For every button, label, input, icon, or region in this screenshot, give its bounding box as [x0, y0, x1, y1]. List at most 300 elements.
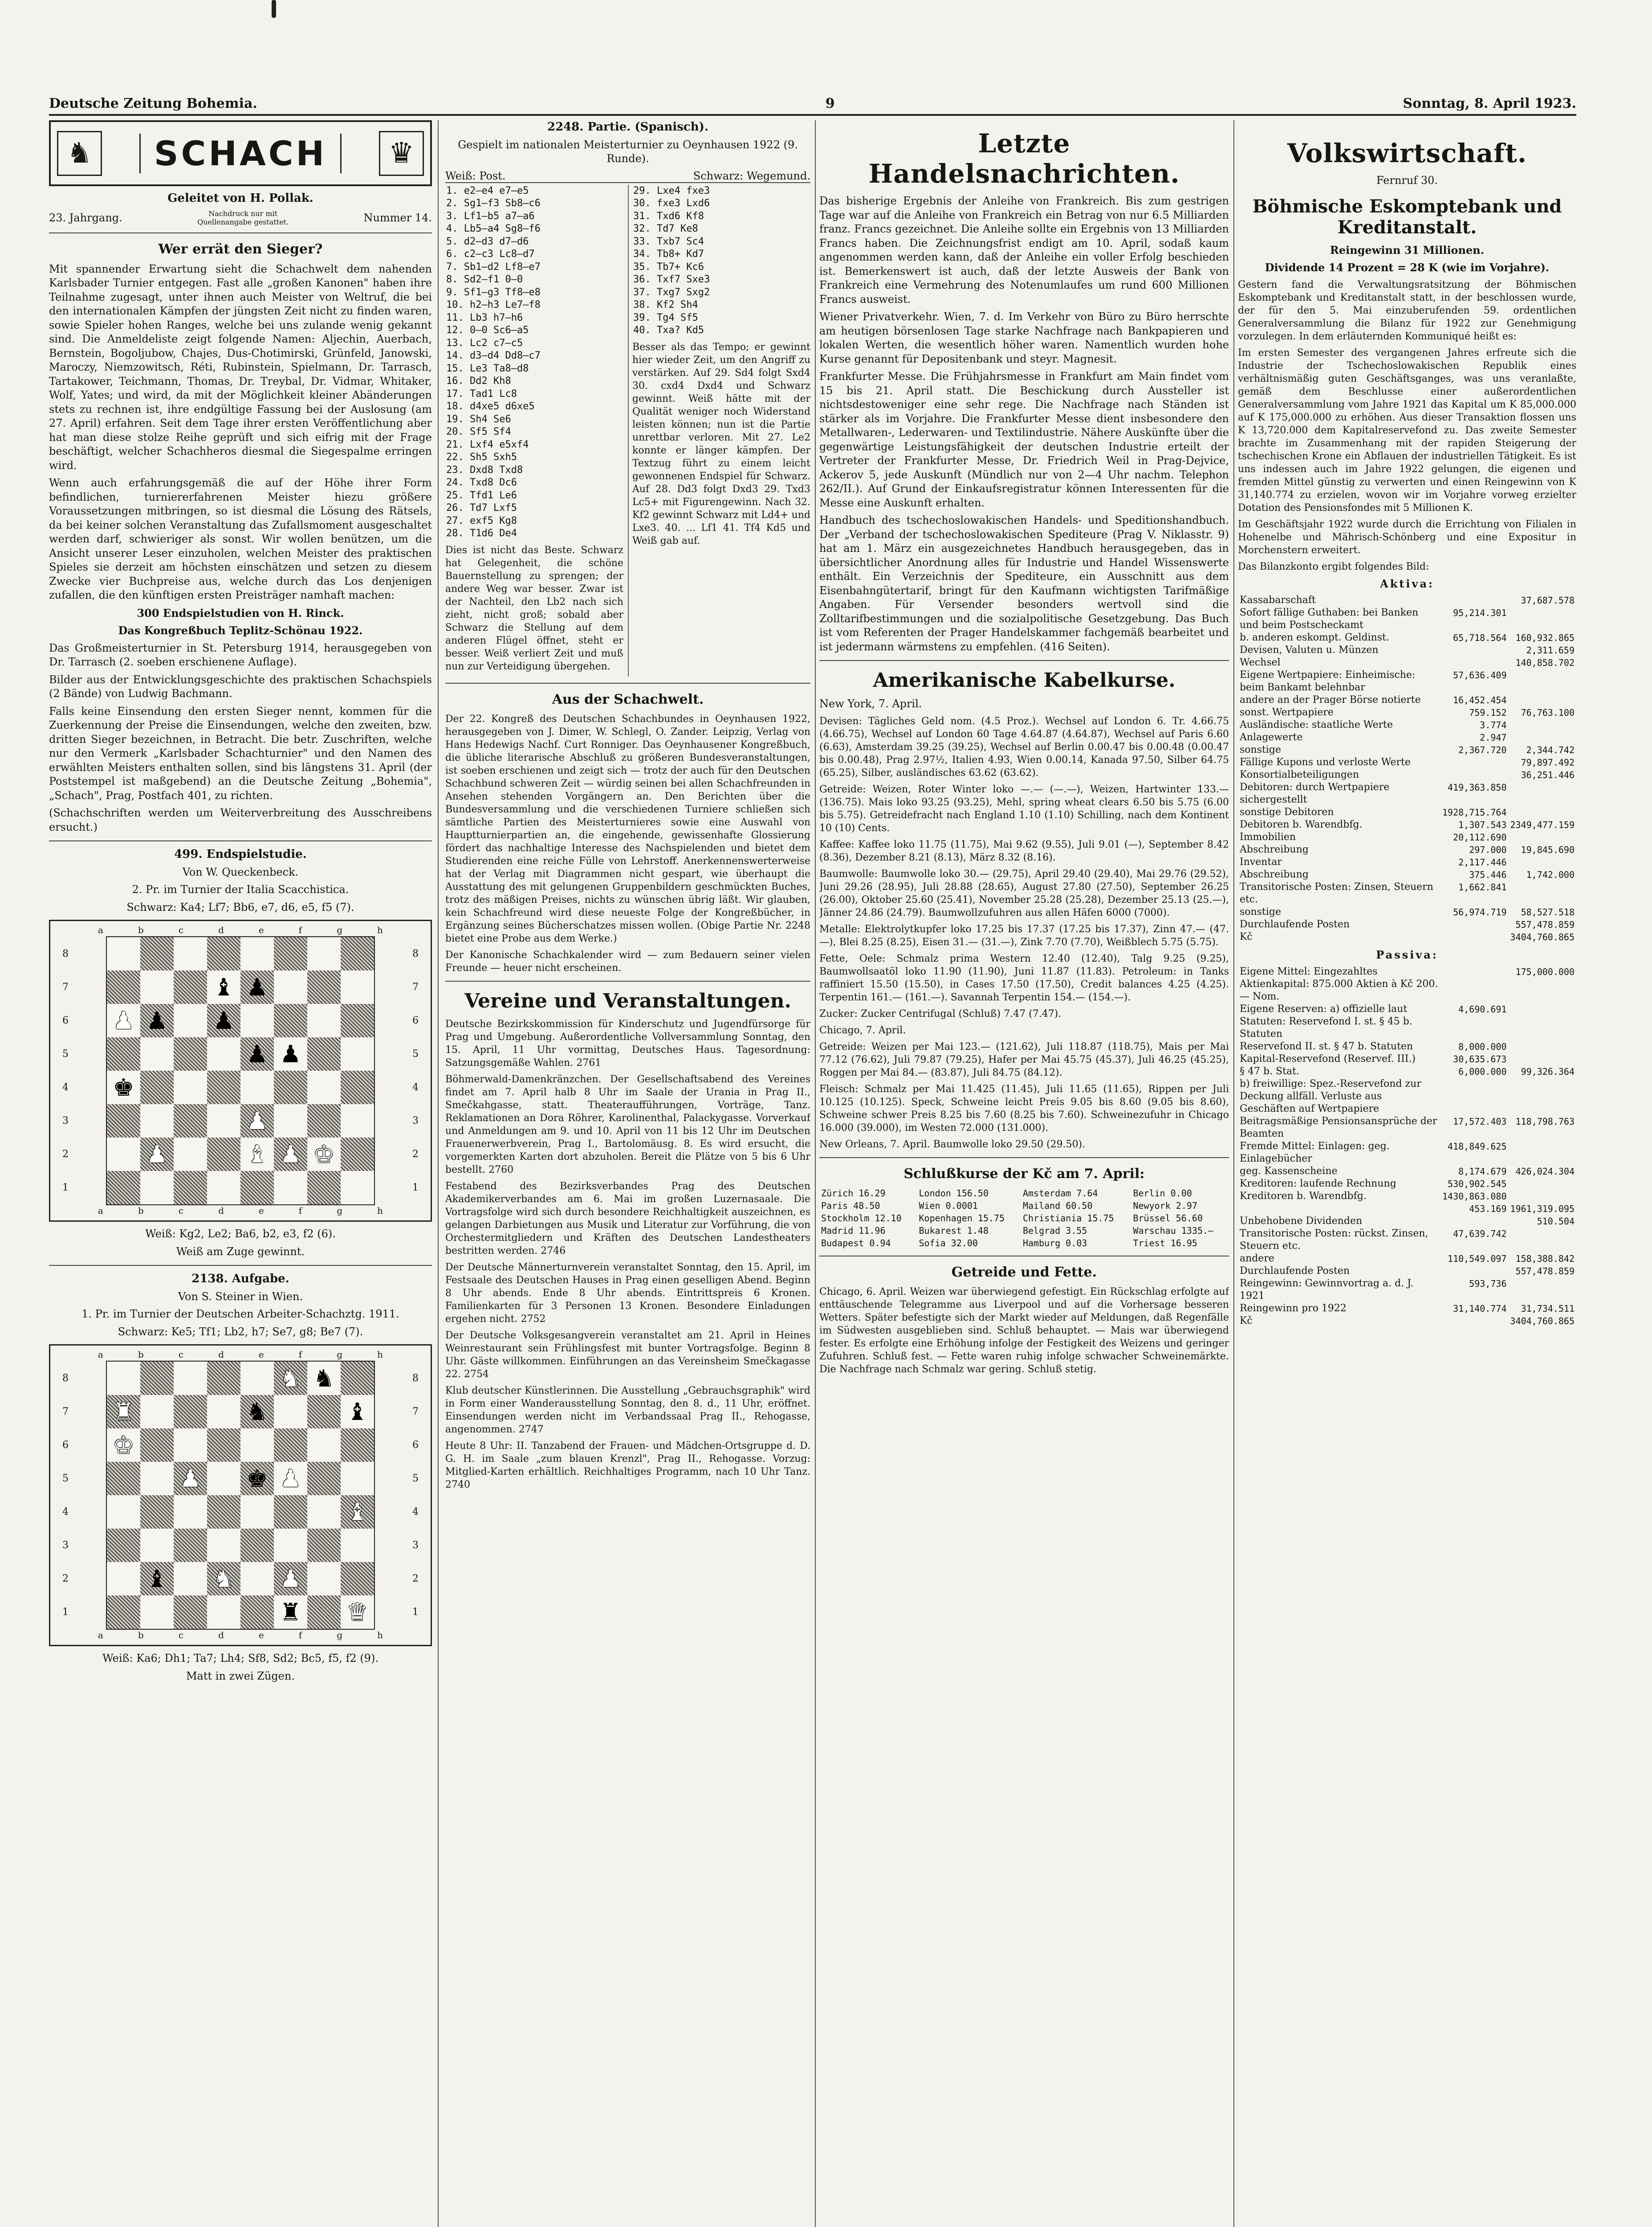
move-text: 28. T1d6 De4: [446, 528, 517, 539]
balance-label: b) freiwillige: Spez.-Reservefond zur Deckung allfäll. Verluste aus Geschäften auf Wertpapiere: [1240, 1078, 1421, 1114]
section-title: Letzte Handelsnachrichten.: [868, 128, 1180, 189]
balance-total: 58,527.518: [1521, 907, 1575, 918]
balance-label: [1238, 1203, 1440, 1215]
issue-number: Nummer 14.: [363, 211, 432, 224]
white-queen-icon: ♛: [346, 1598, 368, 1626]
board-square: [240, 1362, 274, 1395]
paragraph: Heute 8 Uhr: II. Tanzabend der Frauen- und Mädchen-Ortsgruppe d. D. G. H. im Saale „zum blauen Krenzl", Prag II., Rehogasse. Vorzug: Mitglied-Karten erhältlich. Reichhaltiges Programm, nach 10 Uhr Tanz. 2740: [445, 1440, 810, 1490]
board-square: [341, 1529, 374, 1562]
move-row: [445, 350, 623, 363]
black-rook-icon: ♜: [280, 1598, 301, 1626]
paragraph: Wenn auch erfahrungsgemäß die auf der Höhe ihrer Form befindlichen, turniererfahrenen Meister hiezu größere Voraussetzungen mitbringen, so ist diesmal die Lösung des Rätsels, da bei keiner solchen Veranstaltung das Zufallsmoment ausgeschaltet werden darf, schwieriger als sonst. Wir wollen benützen, um die Ansicht unserer Leser einzuholen, welchen Meister des praktischen Spieles sie derzeit am höchsten einschätzen und setzen zu diesem Zwecke vier Buchpreise aus, welche durch das Los denjenigen zufallen, die den künftigen ersten Preisträger namhaft machen:: [49, 477, 432, 601]
board-square: [240, 1462, 274, 1495]
board-square: [307, 1004, 341, 1037]
board-square: [207, 1037, 240, 1071]
rate-cell: Wien 0.0001: [919, 1200, 978, 1211]
board-square: [140, 1138, 174, 1171]
economy-column: [1238, 120, 1576, 2227]
board-square: [107, 1362, 140, 1395]
white-pawn-icon: ♟: [179, 1464, 201, 1493]
rank-label: 8: [62, 1373, 69, 1384]
file-label: c: [178, 1630, 184, 1640]
board-square: [174, 1071, 207, 1104]
balance-row: [1238, 756, 1576, 769]
move-text: 20. Sf5 Sf4: [446, 426, 511, 437]
board-square: [107, 1529, 140, 1562]
balance-total: 2349,477.159: [1510, 820, 1575, 830]
moves-right: [628, 185, 810, 677]
prize: Bilder aus der Entwicklungsgeschichte des praktischen Schachspiels (2 Bände) von Ludwig Bachmann.: [49, 673, 432, 700]
file-label: b: [138, 925, 144, 935]
move-row: [445, 286, 623, 299]
prize: Das Großmeisterturnier in St. Petersburg 1914, herausgegeben von Dr. Tarrasch (2. soeben erschienene Auflage).: [49, 641, 432, 668]
rank-label: 8: [412, 1373, 419, 1384]
balance-label: Fremde Mittel: Einlagen: geg. Einlagebücher: [1240, 1140, 1390, 1164]
board-square: [140, 937, 174, 971]
balance-value: 418,849.625: [1448, 1141, 1507, 1152]
white-knight-icon: ♞: [213, 1564, 235, 1593]
board-square: [207, 1395, 240, 1428]
balance-row: [1238, 657, 1576, 669]
game-notes: Dies ist nicht das Beste. Schwarz hat Gelegenheit, die schöne Bauernstellung zu sprengen; der andere Weg war besser. Zwar ist der Nachteil, den Lb2 nach sich zieht, nicht groß; sobald aber Schwarz die Stellung auf dem anderen Flügel öffnet, steht er besser. Weiß verliert Zeit und muß nun zur Verteidigung übergehen.: [445, 544, 623, 672]
board-square: [307, 1171, 341, 1204]
masthead: Deutsche Zeitung Bohemia.: [49, 96, 257, 111]
game-subtitle: Gespielt im nationalen Meisterturnier zu Oeynhausen 1922 (9. Runde).: [458, 138, 798, 165]
balance-value: 2.947: [1480, 732, 1507, 743]
rate-cell: London 156.50: [919, 1187, 989, 1199]
section-title: Volkswirtschaft.: [1287, 138, 1527, 168]
board-square: [207, 1104, 240, 1138]
move-text: 14. d3—d4 Dd8—c7: [446, 350, 541, 361]
board-square: [274, 1104, 307, 1138]
balance-label: Kč: [1240, 1315, 1253, 1326]
balance-row: [1238, 1140, 1576, 1165]
section-title: Schlußkurse der Kč am 7. April:: [903, 1166, 1145, 1182]
move-text: 9. Sf1—g3 Tf8—e8: [446, 286, 541, 298]
board-square: [341, 1171, 374, 1204]
balance-value: [1440, 1315, 1509, 1327]
board-square: [307, 1428, 341, 1462]
balance-total: [1509, 694, 1577, 706]
board-square: [274, 1362, 307, 1395]
move-row: [445, 388, 623, 401]
board-square: [174, 1037, 207, 1071]
move-text: 34. Tb8+ Kd7: [633, 249, 704, 260]
balance-total: [1509, 1053, 1577, 1065]
balance-label: andere an der Prager Börse notierte: [1240, 694, 1421, 706]
move-row: [632, 185, 810, 198]
file-label: g: [337, 1205, 343, 1216]
running-head: [49, 85, 1576, 116]
balance-label: Durchlaufende Posten: [1240, 919, 1350, 930]
paragraph: Im ersten Semester des vergangenen Jahres erfreute sich die Industrie der Tschechoslowakischen Republik eines verhältnismäßig guten Geschäftsganges, was uns veranlaßte, gemäß dem Beschlusse einer außerordentlichen Generalversammlung vom Jahre 1921 das Kapital um K 85,000.000 auf K 175,000.000 zu erhöhen. Aus dieser Transaktion flossen uns K 13,720.000 dem Kapitalreservefond zu. Das zweite Semester brachte im Zusammenhang mit der rapiden Steigerung der tschechischen Krone ein Abflauen der industriellen Tätigkeit. Es ist uns indessen auch im Jahre 1922 gelungen, die eigenen und fremden Mittel günstig zu verwerten und einen Reingewinn von K 31,140.774 zu erzielen, wovon wir im Vorjahre vorweg erzielter Dotation des Pensionsfondes mit 5 Millionen K.: [1238, 347, 1576, 514]
balance-value: 17,572.403: [1453, 1116, 1507, 1127]
balance-label: Ausländische: staatliche Werte: [1240, 719, 1393, 730]
move-row: [632, 273, 810, 286]
move-row: [632, 223, 810, 236]
ranks: [407, 1362, 423, 1629]
board-square: [107, 1104, 140, 1138]
balance-value: 31,140.774: [1453, 1303, 1507, 1314]
paragraph: Baumwolle: Baumwolle loko 30.— (29.75), April 29.40 (29.40), Mai 29.76 (29.52), Juni 29.26 (28.95), Juli 28.88 (28.65), August 27.80 (27.50), September 26.25 (26.00), Oktober 25.60 (25.41), November 25.28 (25.28), Dezember 25.13 (25.—), Jänner 24.86 (24.79). Baumwollzufuhren aus allen Häfen 6000 (7000).: [819, 868, 1229, 918]
file-label: g: [337, 1630, 343, 1640]
board-square: [307, 937, 341, 971]
paragraph: Zucker: Zucker Centrifugal (Schluß) 7.47 (7.47).: [819, 1008, 1062, 1020]
board-square: [274, 1529, 307, 1562]
balance-value: 1,662.841: [1458, 882, 1507, 893]
liabilities-table: [1238, 966, 1576, 1327]
board-square: [240, 1529, 274, 1562]
board-square: [341, 1138, 374, 1171]
problem-task: Matt in zwei Zügen.: [186, 1669, 295, 1682]
file-label: f: [298, 925, 302, 935]
balance-total: 99,326.364: [1521, 1066, 1575, 1077]
balance-row: [1238, 1228, 1576, 1252]
move-text: 7. Sb1—d2 Lf8—e7: [446, 261, 541, 273]
paragraph: New Orleans, 7. April. Baumwolle loko 29.50 (29.50).: [819, 1138, 1086, 1150]
board-square: [107, 1562, 140, 1595]
balance-value: 1430,863.080: [1442, 1191, 1507, 1202]
board-square: [341, 1004, 374, 1037]
balance-row: [1238, 806, 1576, 819]
balance-value: [1440, 644, 1509, 657]
board-square: [140, 1104, 174, 1138]
move-row: [445, 527, 623, 540]
black-knight-icon: ♞: [313, 1364, 335, 1392]
board-square: [240, 1562, 274, 1595]
section-title: Aus der Schachwelt.: [552, 691, 704, 707]
board-square: [307, 971, 341, 1004]
balance-total: [1509, 607, 1577, 632]
rate-cell: Bukarest 1.48: [919, 1225, 989, 1236]
assets-table: [1238, 594, 1576, 943]
board-row: [57, 936, 423, 1205]
file-label: b: [138, 1349, 144, 1360]
board-square: [140, 971, 174, 1004]
chessboard: [106, 1361, 375, 1630]
balance-value: 56,974.719: [1453, 907, 1507, 918]
balance-total: 79,897.492: [1521, 757, 1575, 768]
rate-cell: Madrid 11.96: [821, 1225, 886, 1236]
board-row: [57, 1361, 423, 1630]
board-square: [240, 1138, 274, 1171]
balance-value: 3.774: [1480, 720, 1507, 730]
move-text: 2. Sg1—f3 Sb8—c6: [446, 198, 541, 209]
rank-label: 6: [412, 1440, 419, 1451]
black-player: Schwarz: Wegemund.: [693, 169, 810, 182]
rate-cell: Zürich 16.29: [821, 1187, 886, 1199]
balance-row: [1238, 594, 1576, 607]
balance-total: 2,344.742: [1526, 745, 1575, 755]
rate-cell: Paris 48.50: [821, 1200, 880, 1211]
paragraph: Chicago, 6. April. Weizen war überwiegend gefestigt. Ein Rückschlag erfolgte auf enttäuschende Telegramme aus Liverpool und auf die Vorhersage besseren Wetters. Später befestigte sich der Markt wieder auf Meldungen, daß Regenfälle im Südwesten ausgeblieben sind. Schluß behauptet. — Mais war überwiegend fester. Es erfolgte eine Erhöhung infolge der Festigkeit des Weizens und geringer Zufuhren. Schluß fest. — Fette waren ruhig infolge schwacher Schweinemärkte. Die Nachfrage nach Schmalz war gering. Schluß stetig.: [819, 1286, 1229, 1375]
board-square: [307, 1495, 341, 1529]
file-label: a: [98, 1630, 103, 1640]
rank-label: 7: [62, 982, 69, 993]
ranks: [57, 1362, 73, 1629]
board-square: [174, 1171, 207, 1204]
board-square: [274, 1037, 307, 1071]
rate-cell: Budapest 0.94: [821, 1237, 891, 1248]
balance-label: b. anderen eskompt. Geldinst.: [1240, 632, 1389, 643]
board-square: [174, 1462, 207, 1495]
rank-label: 3: [412, 1540, 419, 1551]
balance-label: Eigene Wertpapiere: Einheimische: beim Bankamt belehnbar: [1240, 669, 1416, 693]
black-pawn-icon: ♟: [213, 1006, 235, 1035]
balance-row: [1238, 1053, 1576, 1065]
rank-label: 5: [412, 1048, 419, 1060]
paragraph: Chicago, 7. April.: [819, 1024, 906, 1036]
file-label: g: [337, 925, 343, 935]
balance-value: 2,367.720: [1458, 745, 1507, 755]
balance-total: [1509, 1140, 1577, 1165]
balance-row: [1238, 669, 1576, 694]
balance-value: [1440, 1078, 1509, 1115]
board-square: [140, 1037, 174, 1071]
board-square: [174, 937, 207, 971]
board-square: [341, 1362, 374, 1395]
balance-label: Anlagewerte: [1240, 732, 1303, 743]
file-label: e: [258, 1349, 264, 1360]
balance-row: [1238, 769, 1576, 781]
problem-title: 2138. Aufgabe.: [191, 1272, 289, 1285]
move-text: 36. Txf7 Sxe3: [633, 274, 710, 285]
balance-total: 158,388.842: [1515, 1253, 1575, 1264]
balance-value: [1440, 657, 1509, 669]
file-label: c: [178, 925, 184, 935]
balance-label: Abschreibung: [1240, 869, 1309, 880]
files-label: [57, 1349, 423, 1361]
move-text: 33. Txb7 Sc4: [633, 236, 704, 247]
board-square: [107, 971, 140, 1004]
board-square: [207, 937, 240, 971]
rates-row: [819, 1199, 1229, 1212]
board-square: [341, 937, 374, 971]
rates-row: [819, 1224, 1229, 1237]
balance-value: [1440, 931, 1509, 943]
move-text: 35. Tb7+ Kc6: [633, 261, 704, 273]
rank-label: 1: [412, 1607, 419, 1618]
balance-value: 110,549.097: [1448, 1253, 1507, 1264]
white-bishop-icon: ♝: [246, 1140, 268, 1168]
dateline: New York, 7. April.: [819, 697, 922, 710]
board-square: [274, 1138, 307, 1171]
board-square: [307, 1037, 341, 1071]
rates-row: [819, 1237, 1229, 1249]
board-square: [341, 1037, 374, 1071]
scan-artifact: [272, 0, 276, 18]
chess-diagram: [49, 1344, 432, 1646]
rate-cell: Warschau 1335.—: [1133, 1225, 1214, 1236]
balance-total: 175,000.000: [1515, 966, 1575, 977]
move-text: 15. Le3 Ta8—d8: [446, 363, 529, 374]
balance-total: 3404,760.865: [1510, 932, 1575, 942]
balance-value: 593,736: [1469, 1278, 1507, 1289]
page-number: 9: [825, 96, 835, 111]
balance-row: [1238, 744, 1576, 756]
chess-diagram: [49, 920, 432, 1222]
move-text: 6. c2—c3 Lc8—d7: [446, 249, 535, 260]
balance-row: [1238, 694, 1576, 706]
paragraph: Getreide: Weizen, Roter Winter loko —.— (—.—), Weizen, Hartwinter 133.— (136.75). Mais loko 93.25 (93.25), Mehl, spring wheat clears 6.50 bis 5.75 (6.00 bis 5.75). Getreidefracht nach England 1.10 (1.10) Schilling, nach dem Kontinent 10 (10) Cents.: [819, 783, 1229, 834]
black-pawn-icon: ♟: [246, 973, 268, 1001]
move-text: 27. exf5 Kg8: [446, 515, 517, 526]
move-row: [445, 451, 623, 464]
headline: Wer errät den Sieger?: [158, 241, 323, 257]
rank-label: 8: [412, 948, 419, 959]
board-square: [207, 1362, 240, 1395]
balance-label: Abschreibung: [1240, 844, 1309, 855]
balance-total: 140,858.702: [1515, 657, 1575, 668]
move-row: [445, 223, 623, 236]
board-square: [307, 1595, 341, 1629]
move-text: 22. Sh5 Sxh5: [446, 452, 517, 463]
move-row: [445, 273, 623, 286]
balance-value: 8,000.000: [1458, 1041, 1507, 1052]
balance-label: Reingewinn: Gewinnvortrag a. d. J. 1921: [1240, 1277, 1414, 1301]
balance-value: 759.152: [1469, 707, 1507, 718]
balance-row: [1238, 1315, 1576, 1327]
balance-row: [1238, 1115, 1576, 1140]
board-square: [174, 1104, 207, 1138]
board-square: [207, 1595, 240, 1629]
balance-row: [1238, 731, 1576, 744]
balance-label: Eigene Reserven: a) offizielle laut Statuten: Reservefond I. st. § 45 b. Statuten: [1240, 1003, 1412, 1040]
balance-value: 30,635.673: [1453, 1053, 1507, 1065]
balance-value: 16,452.454: [1453, 695, 1507, 706]
game-players: [445, 170, 810, 183]
rates-row: [819, 1212, 1229, 1224]
rate-cell: Hamburg 0.03: [1022, 1237, 1087, 1248]
rank-label: 7: [62, 1406, 69, 1417]
board-square: [274, 1595, 307, 1629]
balance-label: andere: [1240, 1252, 1274, 1264]
file-label: c: [178, 1349, 184, 1360]
move-row: [445, 489, 623, 502]
paragraph: Mit spannender Erwartung sieht die Schachwelt dem nahenden Karlsbader Turnier entgegen. Fast alle „großen Kanonen" haben ihre Teilnahme zugesagt, unter ihnen auch Meister von Weltruf, die bei den internationalen Kämpfen der jüngsten Zeit nicht zu finden waren, sowie Spieler hohen Ranges, welche bei uns zulande wenig gekannt sind. Die Anmeldeliste zeigt folgende Namen: Aljechin, Auerbach, Bernstein, Bogoljubow, Chajes, Dus-Chotimirski, Grünfeld, Janowski, Maroczy, Niemzowitsch, Réti, Rubinstein, Spielmann, Dr. Tarrasch, Tartakower, Teichmann, Thomas, Dr. Treybal, Dr. Vidmar, Whitaker, Wolf, Yates; und wird, da mit der Möglichkeit kleiner Abänderungen stets zu rechnen ist, ihre endgültige Fassung bei der Auslosung (am 27. April) erfahren. Seit dem Tage ihrer ersten Veröffentlichung aber hat man diese stolze Reihe geprüft und sich eifrig mit der Frage beschäftigt, welcher Schachheros diesmal die Siegespalme erringen wird.: [49, 262, 432, 472]
balance-label: Inventar: [1240, 857, 1282, 868]
balance-value: [1440, 1215, 1509, 1228]
board-square: [341, 1071, 374, 1104]
balance-value: 530,902.545: [1448, 1178, 1507, 1189]
paragraph: Deutsche Bezirkskommission für Kinderschutz und Jugendfürsorge für Prag und Umgebung. Außerordentliche Vollversammlung Sonntag, den 15. April, 11 Uhr vormittag, Deutsches Haus. Tagesordnung: Satzungsgemäße Wahlen. 2761: [445, 1018, 810, 1069]
board-square: [140, 1562, 174, 1595]
paragraph: Falls keine Einsendung den ersten Sieger nennt, kommen für die Zuerkennung der Preise die Einsendungen, welche den zweiten, bzw. dritten Sieger bezeichnen, in Betracht. Die betr. Zuschriften, welche nur den Vermerk „Karlsbader Schachturnier" und den Namen des erwählten Meisters enthalten sollen, sind bis längstens 31. April (der Poststempel ist maßgebend) an die Deutsche Zeitung „Bohemia", „Schach", Prag, Postfach 401, zu richten.: [49, 705, 432, 802]
file-label: h: [377, 1630, 383, 1640]
black-pawn-icon: ♟: [280, 1040, 301, 1068]
balance-row: [1238, 644, 1576, 657]
balance-total: 118,798.763: [1515, 1116, 1575, 1127]
reprint-note: Nachdruck nur mit Quellenangabe gestattet.: [197, 209, 289, 226]
board-square: [341, 1104, 374, 1138]
board-square: [240, 1037, 274, 1071]
file-label: a: [98, 925, 103, 935]
paragraph: Das bisherige Ergebnis der Anleihe von Frankreich. Bis zum gestrigen Tage war auf die Anleihe von Frankreich ein Betrag von nur 6.5 Milliarden franz. Francs gezeichnet. Die Anleihe sollte ein Ergebnis von 13 Milliarden Francs haben. Die Zeichnungsfrist endigt am 10. April, sodaß kaum angenommen werden kann, daß der Anleihe ein voller Erfolg beschieden ist. Bemerkenswert ist auch, daß der letzte Ausweis der Bank von Frankreich eine Vermehrung des Notenumlaufes um rund 600 Millionen Francs ausweist.: [819, 195, 1229, 306]
balance-label: Kč: [1240, 931, 1253, 942]
board-square: [341, 1595, 374, 1629]
board-square: [274, 971, 307, 1004]
board-square: [307, 1529, 341, 1562]
balance-total: [1509, 1228, 1577, 1252]
black-pawn-icon: ♟: [246, 1040, 268, 1068]
rank-label: 3: [62, 1540, 69, 1551]
move-text: 23. Dxd8 Txd8: [446, 464, 523, 476]
rate-cell: Triest 16.95: [1133, 1237, 1197, 1248]
balance-total: [1509, 831, 1577, 844]
board-square: [140, 1495, 174, 1529]
rank-label: 8: [62, 948, 69, 959]
file-label: c: [178, 1205, 184, 1216]
rate-cell: Sofia 32.00: [919, 1237, 978, 1248]
balance-total: [1509, 1040, 1577, 1053]
rank-label: 2: [412, 1149, 419, 1160]
association-notices: [445, 1018, 810, 1491]
black-pawn-icon: ♟: [146, 1006, 168, 1035]
balance-row: [1238, 1178, 1576, 1190]
bank-title: Böhmische Eskomptebank und Kreditanstalt.: [1252, 196, 1562, 238]
column-rule: [815, 120, 816, 2227]
balance-row: [1238, 918, 1576, 931]
black-pieces: Schwarz: Ke5; Tf1; Lb2, h7; Se7, g8; Be7 (7).: [118, 1325, 363, 1338]
balance-total: 2,311.659: [1526, 645, 1575, 656]
column-rule: [438, 120, 439, 2227]
balance-value: 1,307.543: [1458, 820, 1507, 830]
board-square: [207, 1562, 240, 1595]
balance-total: [1509, 881, 1577, 906]
paragraph: Böhmerwald-Damenkränzchen. Der Gesellschaftsabend des Vereines findet am 7. April halb 8 Uhr im Saale der Urania in Prag II., Smečkahgasse, statt. Theateraufführungen, Vorträge, Tanz. Reklamationen an Dora Röhrer, Karolinenthal, Palackygasse. Vorverkauf und Anmeldungen am 9. und 10. April von 11 bis 12 Uhr im Deutschen Frauenerwerbverein, Prag I., Bartolomäusg. 8. Es wird ersucht, die vorgemerkten Karten dort abzuholen. Bereit die Plätze von 5 bis 6 Uhr bestellt. 2760: [445, 1073, 810, 1175]
balance-row: [1238, 632, 1576, 644]
balance-row: [1238, 906, 1576, 918]
board-square: [174, 1595, 207, 1629]
board-square: [174, 1362, 207, 1395]
rank-label: 6: [412, 1015, 419, 1026]
move-text: 4. Lb5—a4 Sg8—f6: [446, 223, 541, 234]
move-text: 29. Lxe4 fxe3: [633, 185, 710, 196]
black-knight-icon: ♞: [246, 1397, 268, 1426]
column-rule: [1233, 120, 1234, 2227]
file-label: d: [218, 1205, 224, 1216]
board-square: [207, 1004, 240, 1037]
balance-label: Beitragsmäßige Pensionsansprüche der Beamten: [1240, 1115, 1437, 1139]
file-label: h: [377, 1205, 383, 1216]
balance-total: [1509, 856, 1577, 869]
balance-row: [1238, 1252, 1576, 1265]
rates-row: [819, 1187, 1229, 1199]
game-column: [445, 120, 810, 2227]
dividend: Dividende 14 Prozent = 28 K (wie im Vorjahre).: [1265, 261, 1550, 274]
problem-source: 1. Pr. im Turnier der Deutschen Arbeiter-Schachztg. 1911.: [81, 1308, 399, 1320]
board-square: [174, 1495, 207, 1529]
balance-value: 8,174.679: [1458, 1166, 1507, 1177]
move-row: [445, 413, 623, 426]
board-square: [207, 1138, 240, 1171]
board-square: [341, 1428, 374, 1462]
balance-value: 57,636.409: [1453, 670, 1507, 681]
move-row: [445, 464, 623, 477]
phone: Fernruf 30.: [1376, 174, 1438, 187]
board-square: [207, 1171, 240, 1204]
board-square: [240, 971, 274, 1004]
balance-row: [1238, 781, 1576, 806]
move-text: 3. Lf1—b5 a7—a6: [446, 210, 535, 222]
file-label: b: [138, 1630, 144, 1640]
move-row: [632, 299, 810, 312]
board-square: [174, 1562, 207, 1595]
board-square: [240, 1071, 274, 1104]
balance-value: [1440, 756, 1509, 769]
move-text: 26. Td7 Lxf5: [446, 502, 517, 514]
rate-cell: Christiania 15.75: [1022, 1212, 1114, 1224]
